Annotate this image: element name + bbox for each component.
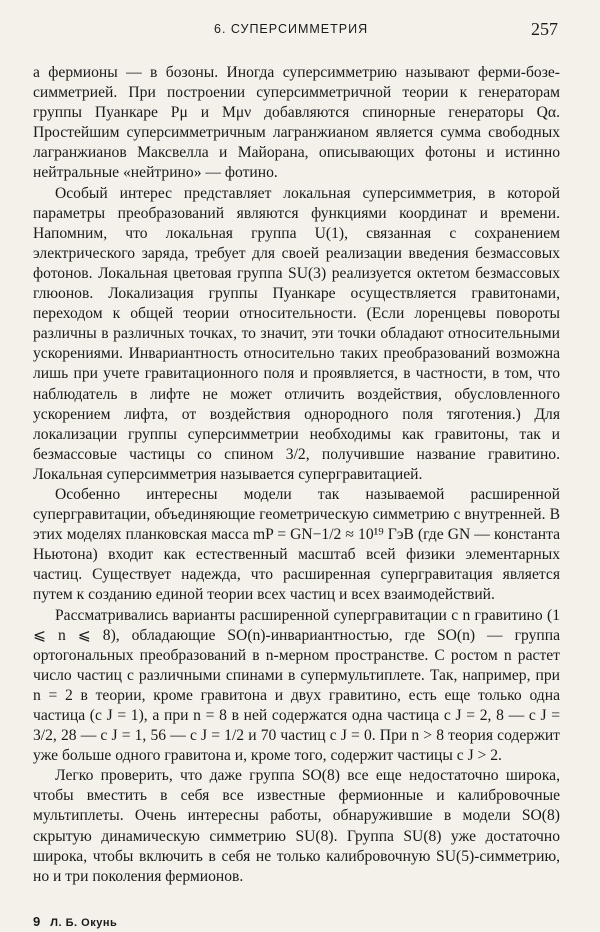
page-number: 257 xyxy=(531,19,558,39)
paragraph-4: Рассматривались варианты расширенной супергравитации с n гравитино (1 ⩽ n ⩽ 8), обладающие SO(n)-инвариантностью, где SO(n) — группа ортогональных преобразований в n-мерном пространстве. С ростом n растет число частиц с различными спинами в супермультиплете. Так, например, при n = 2 в теории, кроме гравитона и двух гравитино, есть еще только одна частица (с J = 1), а при n = 8 в ней содержатся одна частица с J = 2, 8 — с J = 3/2, 28 — с J = 1, 56 — с J = 1/2 и 70 частиц с J = 0. При n > 8 теория содержит уже больше одного гравитона и, кроме того, содержит частицы с J > 2. xyxy=(33,606,560,765)
running-head: 6. СУПЕРСИММЕТРИЯ xyxy=(214,22,369,36)
footer-author: Л. Б. Окунь xyxy=(50,917,118,929)
paragraph-5: Легко проверить, что даже группа SO(8) все еще недостаточно широка, чтобы вместить в себя все известные фермионные и калибровочные мультиплеты. Очень интересны работы, обнаружившие в модели SO(8) скрытую динамическую симметрию SU(8). Группа SU(8) уже достаточно широка, чтобы включить в себя не только калибровочную SU(5)-симметрию, но и три поколения фермионов. xyxy=(33,767,560,885)
paragraph-3: Особенно интересны модели так называемой расширенной супергравитации, объединяющие геометрическую симметрию с внутренней. В этих моделях планковская масса mP = GN−1/2 ≈ 10¹⁹ ГэВ (где GN — константа Ньютона) входит как естественный масштаб всей физики элементарных частиц. Существует надежда, что расширенная супергравитация является путем к созданию единой теории всех частиц и всех взаимодействий. xyxy=(33,485,560,604)
signature-mark: 9 xyxy=(33,914,41,929)
page-footer xyxy=(33,914,117,929)
page-header xyxy=(0,19,600,48)
paragraph-1: а фермионы — в бозоны. Иногда суперсимметрию называют ферми-бозе-симметрией. При построении суперсимметричной теории к генераторам группы Пуанкаре Pμ и Mμν добавляются спинорные генераторы Qα. Простейшим суперсимметричным лагранжианом является сумма свободных лагранжианов Максвелла и Майорана, описывающих фотоны и истинно нейтральные «нейтрино» — фотино. xyxy=(33,64,560,182)
paragraph-2: Особый интерес представляет локальная суперсимметрия, в которой параметры преобразований являются функциями координат и времени. Напомним, что локальная группа U(1), связанная с сохранением электрического заряда, требует для своей реализации введения безмассовых фотонов. Локальная цветовая группа SU(3) реализуется октетом безмассовых глюонов. Локализация группы Пуанкаре осуществляется гравитонами, переходом к общей теории относительности. (Если лоренцевы повороты различны в различных точках, то значит, эти точки обладают относительными ускорениями. Инвариантность относительно таких преобразований возможна лишь при учете гравитационного поля и проявляется, в частности, в том, что наблюдатель в лифте не может отличить воздействия, обусловленного ускорением лифта, от воздействия однородного поля тяготения.) Для локализации группы суперсимметрии необходимы как гравитоны, так и безмассовые частицы со спином 3/2, получившие название гравитино. Локальная суперсимметрия называется супергравитацией. xyxy=(33,184,560,483)
body-text xyxy=(33,63,560,887)
